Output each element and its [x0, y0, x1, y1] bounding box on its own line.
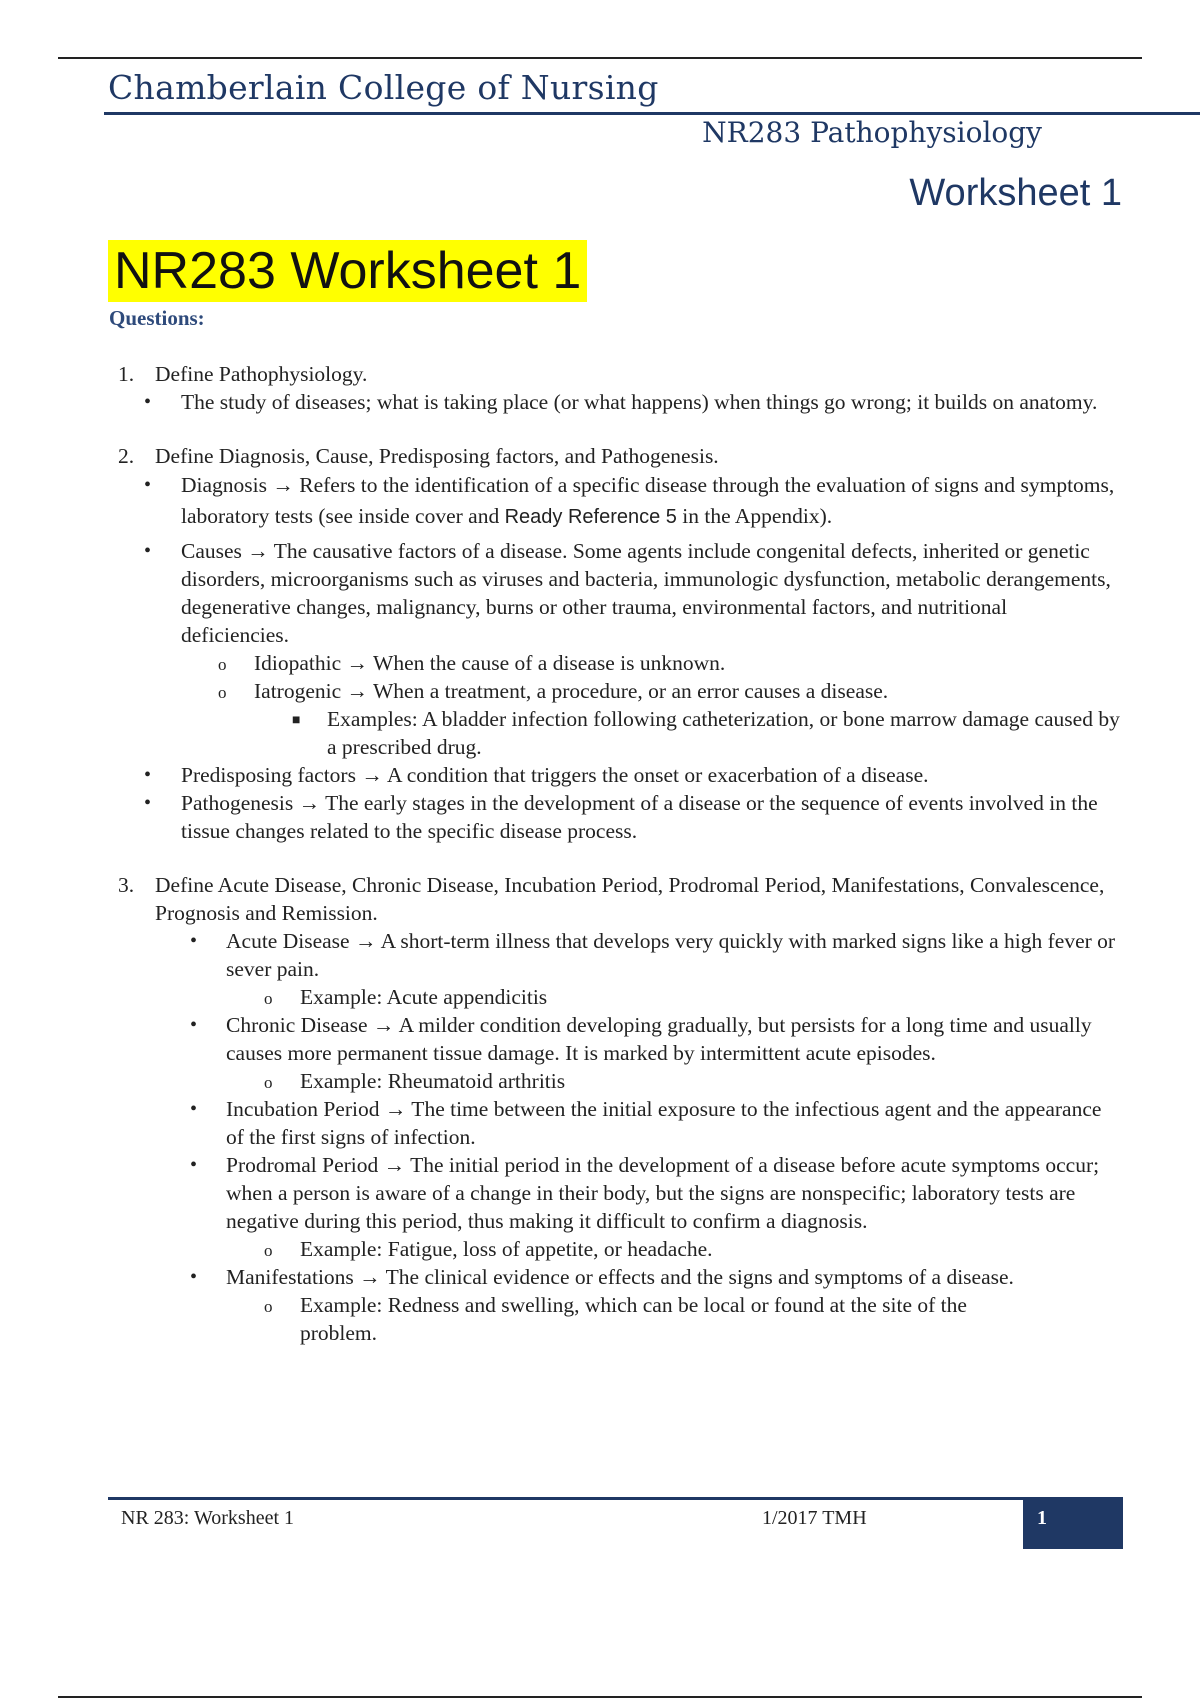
answer-bullet-manifestations: • Manifestations → The clinical evidence or effects and the signs and symptoms of a disease.: [190, 1265, 1014, 1289]
questions-heading: Questions:: [109, 306, 205, 330]
bullet-dot-icon: •: [190, 930, 198, 952]
sub-bullet-example: o Example: Fatigue, loss of appetite, or headache.: [0, 1235, 1200, 1263]
question-text: Define Pathophysiology.: [155, 362, 368, 386]
question-1: [0, 360, 1200, 388]
bullet-circle-icon: o: [218, 655, 227, 674]
answer-bullet-incubation: • Incubation Period → The time between the initial exposure to the infectious agent and the appearance of the first signs of infection.: [190, 1097, 1102, 1149]
sub-sub-bullet-example: ■ Examples: A bladder infection following catheterization, or bone marrow damage caused by a prescribed drug.: [292, 707, 1120, 759]
document-title: NR283 Worksheet 1: [108, 240, 587, 302]
bullet-dot-icon: •: [144, 792, 152, 814]
top-rule: [58, 57, 1142, 59]
questions-list: [0, 360, 1200, 1347]
answer-bullet-pathogenesis: • Pathogenesis → The early stages in the development of a disease or the sequence of events involved in the tissue changes related to the specific disease process.: [144, 791, 1098, 843]
question-number: 1.: [118, 362, 135, 386]
bullet-dot-icon: •: [144, 474, 152, 496]
footer-course: NR 283: Worksheet 1: [121, 1507, 295, 1529]
answer-bullet: • The study of diseases; what is taking place (or what happens) when things go wrong; it builds on anatomy.: [144, 390, 1098, 414]
bullet-dot-icon: •: [190, 1154, 198, 1176]
worksheet-label: Worksheet 1: [909, 172, 1122, 214]
bullet-dot-icon: •: [190, 1098, 198, 1120]
question-text: Define Acute Disease, Chronic Disease, Incubation Period, Prodromal Period, Manifestations, Convalescence, Prognosis and Remission.: [155, 873, 1105, 925]
answer-bullet-prodromal: • Prodromal Period → The initial period in the development of a disease before acute symptoms occur; when a person is aware of a change in their body, but the signs are nonspecific; laboratory tests are negative during this period, thus making it difficult to confirm a diagnosis.: [190, 1153, 1100, 1233]
footer-rule: [108, 1497, 1123, 1500]
bottom-rule: [58, 1696, 1142, 1698]
bullet-circle-icon: o: [264, 1241, 273, 1260]
course-title: NR283 Pathophysiology: [702, 116, 1042, 149]
bullet-circle-icon: o: [264, 1297, 273, 1316]
bullet-dot-icon: •: [144, 391, 152, 413]
question-3: [0, 871, 1200, 927]
college-name: Chamberlain College of Nursing: [108, 68, 659, 107]
sub-bullet-iatrogenic: o Iatrogenic → When a treatment, a procedure, or an error causes a disease.: [0, 677, 1200, 705]
sub-bullet-example: o Example: Rheumatoid arthritis: [0, 1067, 1200, 1095]
ready-reference-link: Ready Reference 5: [504, 506, 677, 528]
answer-bullet-diagnosis: • Diagnosis → Refers to the identification of a specific disease through the evaluation of signs and symptoms, laboratory tests (see inside cover and Ready Reference 5 in the Appendix).: [0, 470, 1200, 533]
question-number: 2.: [118, 444, 135, 468]
question-2: [0, 442, 1200, 470]
answer-bullet-causes: • Causes → The causative factors of a disease. Some agents include congenital defects, inherited or genetic disorders, microorganisms such as viruses and bacteria, immunologic dysfunction, metabolic derangements, degenerative changes, malignancy, burns or other trauma, environmental factors, and nutritional deficiencies.: [144, 539, 1111, 647]
bullet-circle-icon: o: [264, 989, 273, 1008]
bullet-dot-icon: •: [190, 1266, 198, 1288]
question-text: Define Diagnosis, Cause, Predisposing factors, and Pathogenesis.: [155, 444, 719, 468]
bullet-circle-icon: o: [264, 1073, 273, 1092]
answer-bullet-chronic: • Chronic Disease → A milder condition developing gradually, but persists for a long time and usually causes more permanent tissue damage. It is marked by intermittent acute episodes.: [190, 1013, 1092, 1065]
page-number: 1: [1023, 1500, 1123, 1549]
sub-bullet-example: o Example: Acute appendicitis: [0, 983, 1200, 1011]
bullet-circle-icon: o: [218, 683, 227, 702]
bullet-dot-icon: •: [144, 540, 152, 562]
bullet-dot-icon: •: [190, 1014, 198, 1036]
bullet-dot-icon: •: [144, 764, 152, 786]
footer-date: 1/2017 TMH: [762, 1507, 867, 1529]
answer-bullet-predisposing: • Predisposing factors → A condition that triggers the onset or exacerbation of a disease.: [144, 763, 929, 787]
bullet-square-icon: ■: [292, 713, 301, 728]
sub-bullet-idiopathic: o Idiopathic → When the cause of a disease is unknown.: [0, 649, 1200, 677]
header-underline: [104, 112, 1200, 115]
question-number: 3.: [118, 873, 135, 897]
sub-bullet-example: o Example: Redness and swelling, which can be local or found at the site of the problem.: [264, 1293, 967, 1345]
answer-bullet-acute: • Acute Disease → A short-term illness that develops very quickly with marked signs like a high fever or sever pain.: [190, 929, 1116, 981]
